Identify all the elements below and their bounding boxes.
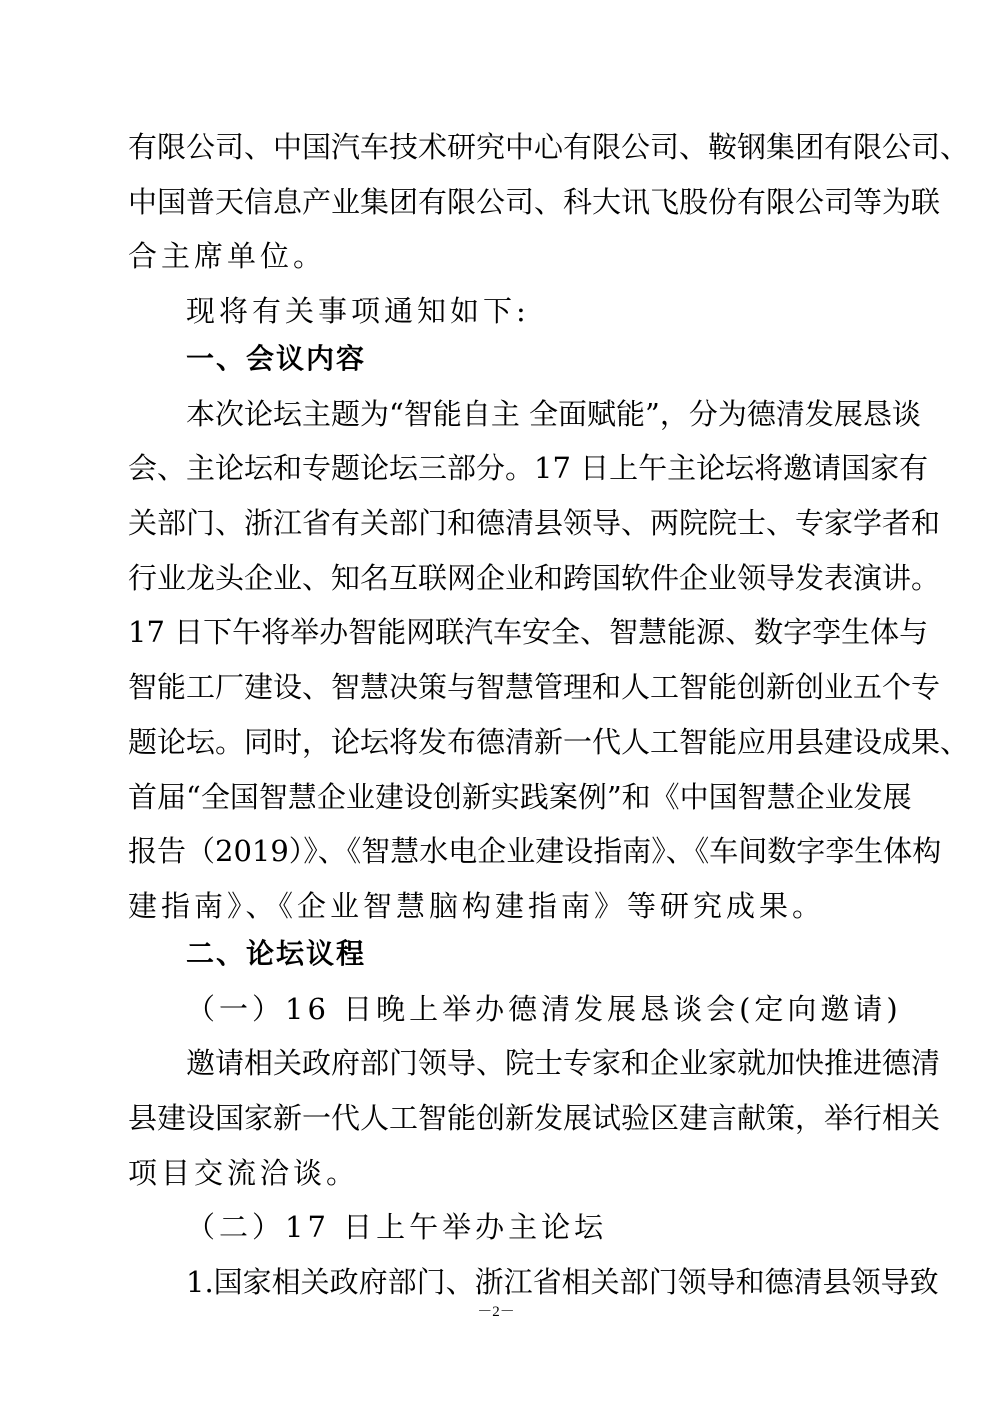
body-line-14: 报告（2019）》、《智慧水电企业建设指南》、《车间数字孪生体构 — [128, 834, 942, 868]
body-line-19: 县建设国家新一代人工智能创新发展试验区建言献策，举行相关 — [128, 1101, 941, 1135]
body-line-20: 项目交流洽谈。 — [128, 1156, 360, 1190]
page-number: －2－ — [477, 1304, 515, 1320]
body-line-2: 中国普天信息产业集团有限公司、科大讯飞股份有限公司等为联 — [128, 185, 941, 219]
body-line-8: 关部门、浙江省有关部门和德清县领导、两院院士、专家学者和 — [128, 506, 941, 540]
body-line-22: 1.国家相关政府部门、浙江省相关部门领导和德清县领导致 — [186, 1265, 939, 1299]
body-line-11: 智能工厂建设、智慧决策与智慧管理和人工智能创新创业五个专 — [128, 670, 941, 704]
subheading-two: （二）17 日上午举办主论坛 — [186, 1210, 608, 1244]
section-heading-agenda: 二、论坛议程 — [186, 937, 367, 970]
body-line-12: 题论坛。同时，论坛将发布德清新一代人工智能应用县建设成果、 — [128, 725, 970, 759]
body-line-18: 邀请相关政府部门领导、院士专家和企业家就加快推进德清 — [186, 1046, 941, 1080]
body-line-7: 会、主论坛和专题论坛三部分。17 日上午主论坛将邀请国家有 — [128, 451, 929, 485]
section-heading-meeting-content: 一、会议内容 — [186, 342, 367, 375]
notice-intro: 现将有关事项通知如下: — [186, 294, 530, 328]
body-line-10: 17 日下午将举办智能网联汽车安全、智慧能源、数字孪生体与 — [128, 615, 929, 649]
body-line-6: 本次论坛主题为“智能自主 全面赋能”，分为德清发展恳谈 — [186, 397, 921, 431]
body-line-3: 合主席单位。 — [128, 239, 327, 273]
body-line-1: 有限公司、中国汽车技术研究中心有限公司、鞍钢集团有限公司、 — [128, 130, 970, 164]
body-line-13: 首届“全国智慧企业建设创新实践案例”和《中国智慧企业发展 — [128, 780, 912, 814]
subheading-one: （一）16 日晚上举办德清发展恳谈会(定向邀请) — [186, 992, 902, 1026]
body-line-9: 行业龙头企业、知名互联网企业和跨国软件企业领导发表演讲。 — [128, 561, 941, 595]
body-line-15: 建指南》、《企业智慧脑构建指南》等研究成果。 — [128, 889, 826, 923]
